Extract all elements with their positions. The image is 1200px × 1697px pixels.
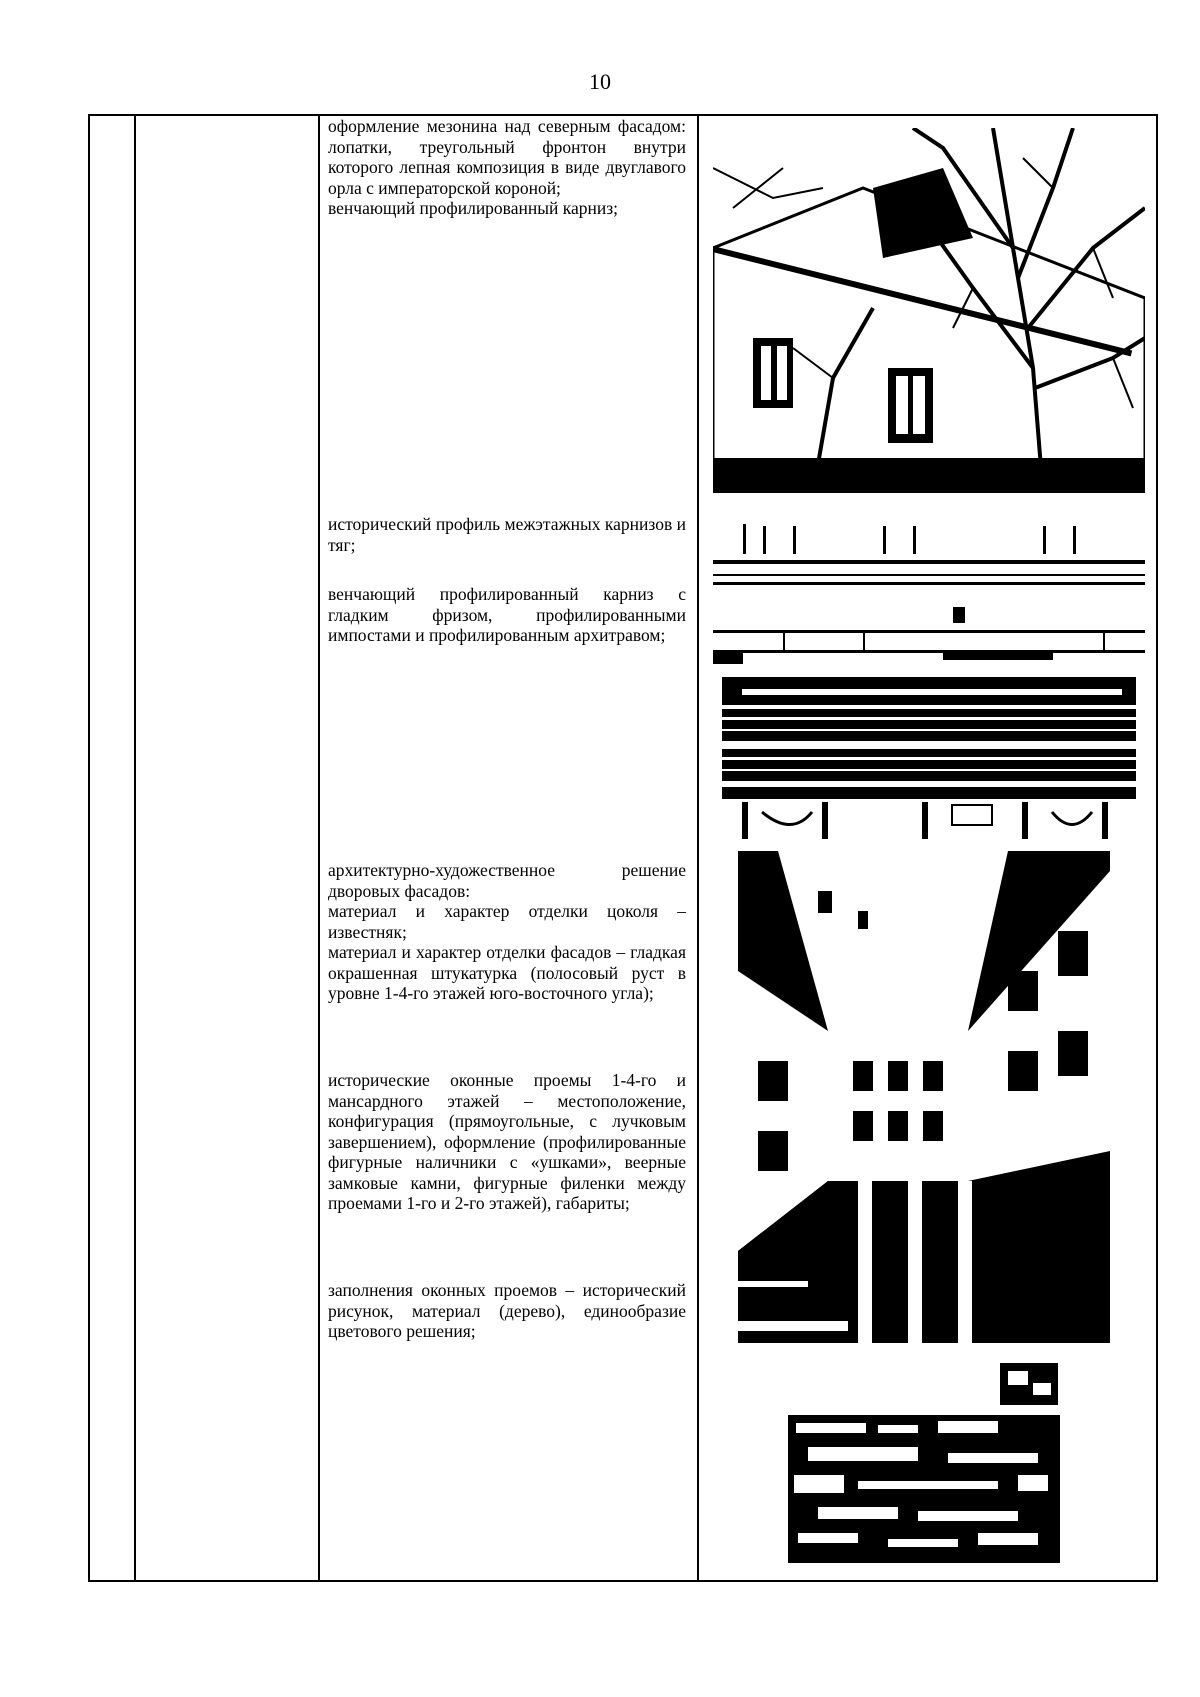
text-block-window-fillings: [328, 1280, 686, 1342]
text-line: материал и характер отделки цоколя – известняк;: [328, 901, 686, 942]
text-line: оформление мезонина над северным фасадом: лопатки, треугольный фронтон внутри которого лепная композиция в виде двуглавого орла с императорской короной;: [328, 116, 686, 198]
column-divider-1: [134, 114, 136, 1582]
text-line: венчающий профилированный карниз с гладким фризом, профилированными импостами и профилированным архитравом;: [328, 584, 686, 645]
text-line: исторический профиль межэтажных карнизов и тяг;: [328, 514, 686, 555]
text-block-courtyard-facades: [328, 860, 686, 1004]
text-line: исторические оконные проемы 1-4-го и мансардного этажей – местоположение, конфигурация (прямоугольные, с лучковым завершением), оформление (профилированные фигурные наличники с «ушками», веерные замковые камни, фигурные филенки между проемами 1-го и 2-го этажей), габариты;: [328, 1070, 686, 1213]
photo-window-filling: [788, 1363, 1060, 1563]
text-line: архитектурно-художественное решение дворовых фасадов:: [328, 860, 686, 901]
column-divider-2: [318, 114, 320, 1582]
text-block-cornices: [328, 514, 686, 555]
text-block-crowning-cornice: [328, 584, 686, 646]
text-line: материал и характер отделки фасадов – гладкая окрашенная штукатурка (полосовый руст в уровне 1-4-го этажей юго-восточного угла);: [328, 942, 686, 1003]
photo-courtyard: [738, 851, 1110, 1343]
page-number: 10: [589, 69, 611, 94]
text-block-mezzanine: [328, 116, 686, 219]
column-divider-3: [697, 114, 699, 1582]
photo-crowning-cornice: [722, 677, 1136, 839]
photo-cornice-strip: [713, 522, 1145, 664]
photo-facade-trees: [713, 128, 1145, 493]
text-block-window-openings: [328, 1070, 686, 1214]
text-line: заполнения оконных проемов – исторический рисунок, материал (дерево), единообразие цветового решения;: [328, 1280, 686, 1341]
text-line: венчающий профилированный карниз;: [328, 198, 618, 218]
